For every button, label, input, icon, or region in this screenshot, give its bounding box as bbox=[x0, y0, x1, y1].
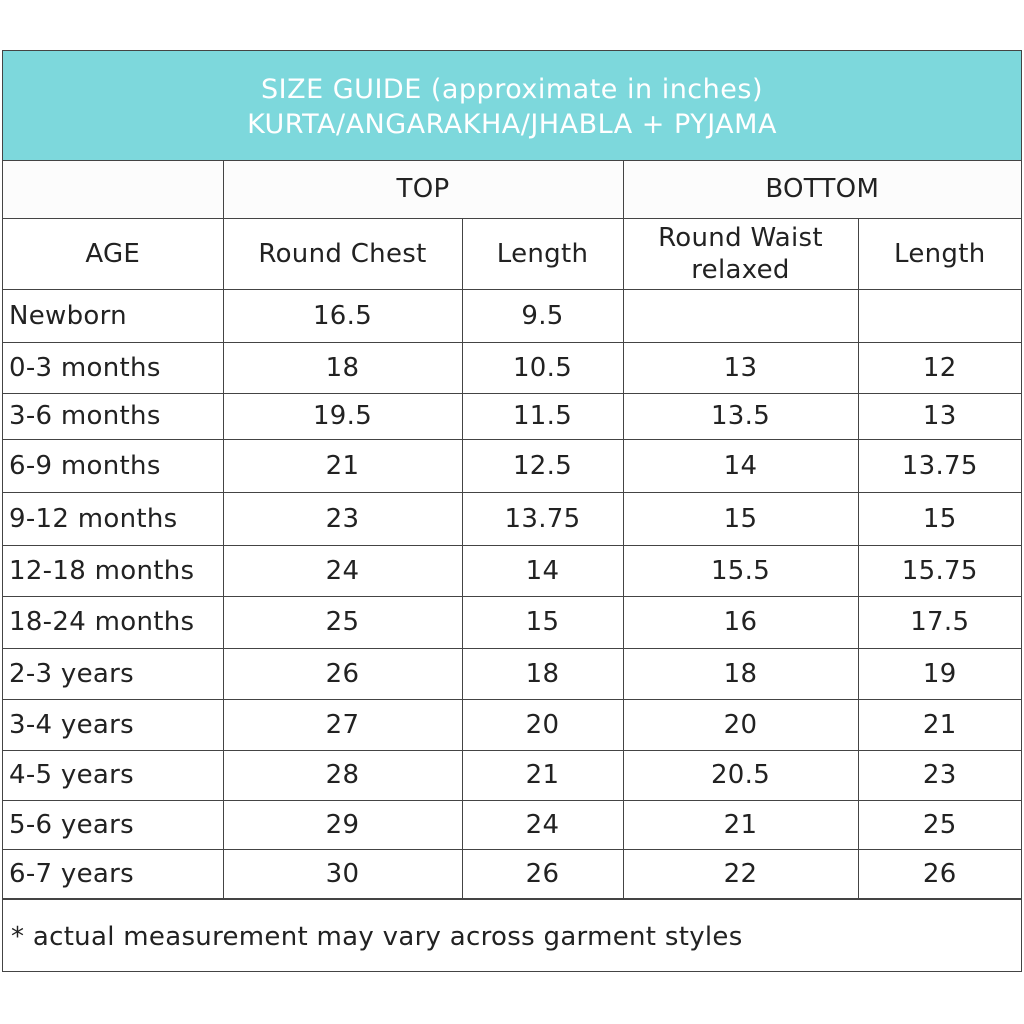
round-waist-cell: 18 bbox=[623, 648, 858, 699]
bottom-length-cell: 15 bbox=[858, 492, 1021, 545]
empty-corner-cell bbox=[3, 161, 223, 218]
round-waist-cell: 13.5 bbox=[623, 393, 858, 439]
column-header-age: AGE bbox=[3, 218, 223, 289]
table-row bbox=[3, 849, 1021, 898]
column-header-round-chest: Round Chest bbox=[223, 218, 462, 289]
column-header-row bbox=[3, 218, 1021, 289]
group-header-row bbox=[3, 161, 1021, 218]
age-cell: 0-3 months bbox=[3, 342, 223, 393]
top-length-cell: 21 bbox=[462, 750, 623, 800]
table-row bbox=[3, 393, 1021, 439]
bottom-length-cell: 15.75 bbox=[858, 545, 1021, 596]
round-waist-cell: 20 bbox=[623, 699, 858, 750]
top-length-cell: 9.5 bbox=[462, 289, 623, 342]
bottom-length-cell: 19 bbox=[858, 648, 1021, 699]
round-chest-cell: 24 bbox=[223, 545, 462, 596]
round-chest-cell: 30 bbox=[223, 849, 462, 898]
age-cell: 6-9 months bbox=[3, 439, 223, 492]
bottom-length-cell: 25 bbox=[858, 800, 1021, 849]
table-row bbox=[3, 342, 1021, 393]
round-chest-cell: 25 bbox=[223, 596, 462, 648]
age-cell: 9-12 months bbox=[3, 492, 223, 545]
table-row bbox=[3, 750, 1021, 800]
bottom-length-cell: 26 bbox=[858, 849, 1021, 898]
top-length-cell: 15 bbox=[462, 596, 623, 648]
round-chest-cell: 29 bbox=[223, 800, 462, 849]
top-length-cell: 12.5 bbox=[462, 439, 623, 492]
group-header-top: TOP bbox=[223, 161, 623, 218]
round-waist-cell: 15 bbox=[623, 492, 858, 545]
bottom-length-cell: 21 bbox=[858, 699, 1021, 750]
round-waist-cell: 14 bbox=[623, 439, 858, 492]
age-cell: 3-6 months bbox=[3, 393, 223, 439]
round-chest-cell: 19.5 bbox=[223, 393, 462, 439]
round-chest-cell: 26 bbox=[223, 648, 462, 699]
round-chest-cell: 23 bbox=[223, 492, 462, 545]
table-row bbox=[3, 545, 1021, 596]
round-chest-cell: 28 bbox=[223, 750, 462, 800]
bottom-length-cell bbox=[858, 289, 1021, 342]
table-row bbox=[3, 699, 1021, 750]
age-cell: 3-4 years bbox=[3, 699, 223, 750]
table-row bbox=[3, 289, 1021, 342]
top-length-cell: 20 bbox=[462, 699, 623, 750]
bottom-length-cell: 13.75 bbox=[858, 439, 1021, 492]
table-row bbox=[3, 648, 1021, 699]
age-cell: 5-6 years bbox=[3, 800, 223, 849]
round-waist-cell: 16 bbox=[623, 596, 858, 648]
group-header-bottom: BOTTOM bbox=[623, 161, 1021, 218]
round-waist-cell bbox=[623, 289, 858, 342]
top-length-cell: 24 bbox=[462, 800, 623, 849]
size-guide-banner bbox=[3, 51, 1021, 161]
column-header-top-length: Length bbox=[462, 218, 623, 289]
table-row bbox=[3, 492, 1021, 545]
round-chest-cell: 27 bbox=[223, 699, 462, 750]
banner-title: SIZE GUIDE (approximate in inches) bbox=[261, 74, 763, 105]
banner-subtitle: KURTA/ANGARAKHA/JHABLA + PYJAMA bbox=[247, 109, 777, 140]
round-waist-cell: 22 bbox=[623, 849, 858, 898]
size-guide-sheet bbox=[2, 50, 1022, 972]
top-length-cell: 26 bbox=[462, 849, 623, 898]
column-header-bottom-length: Length bbox=[858, 218, 1021, 289]
size-table-body bbox=[3, 289, 1021, 898]
round-waist-cell: 20.5 bbox=[623, 750, 858, 800]
top-length-cell: 18 bbox=[462, 648, 623, 699]
age-cell: Newborn bbox=[3, 289, 223, 342]
round-chest-cell: 21 bbox=[223, 439, 462, 492]
bottom-length-cell: 12 bbox=[858, 342, 1021, 393]
round-chest-cell: 16.5 bbox=[223, 289, 462, 342]
round-waist-cell: 15.5 bbox=[623, 545, 858, 596]
top-length-cell: 11.5 bbox=[462, 393, 623, 439]
bottom-length-cell: 13 bbox=[858, 393, 1021, 439]
column-header-round-waist: Round Waist relaxed bbox=[623, 218, 858, 289]
table-row bbox=[3, 800, 1021, 849]
age-cell: 6-7 years bbox=[3, 849, 223, 898]
table-row bbox=[3, 596, 1021, 648]
table-row bbox=[3, 439, 1021, 492]
age-cell: 18-24 months bbox=[3, 596, 223, 648]
bottom-length-cell: 23 bbox=[858, 750, 1021, 800]
round-chest-cell: 18 bbox=[223, 342, 462, 393]
age-cell: 2-3 years bbox=[3, 648, 223, 699]
footnote: * actual measurement may vary across garment styles bbox=[3, 899, 1021, 971]
size-table bbox=[3, 161, 1021, 899]
top-length-cell: 10.5 bbox=[462, 342, 623, 393]
round-waist-cell: 21 bbox=[623, 800, 858, 849]
top-length-cell: 14 bbox=[462, 545, 623, 596]
bottom-length-cell: 17.5 bbox=[858, 596, 1021, 648]
age-cell: 4-5 years bbox=[3, 750, 223, 800]
top-length-cell: 13.75 bbox=[462, 492, 623, 545]
round-waist-cell: 13 bbox=[623, 342, 858, 393]
age-cell: 12-18 months bbox=[3, 545, 223, 596]
